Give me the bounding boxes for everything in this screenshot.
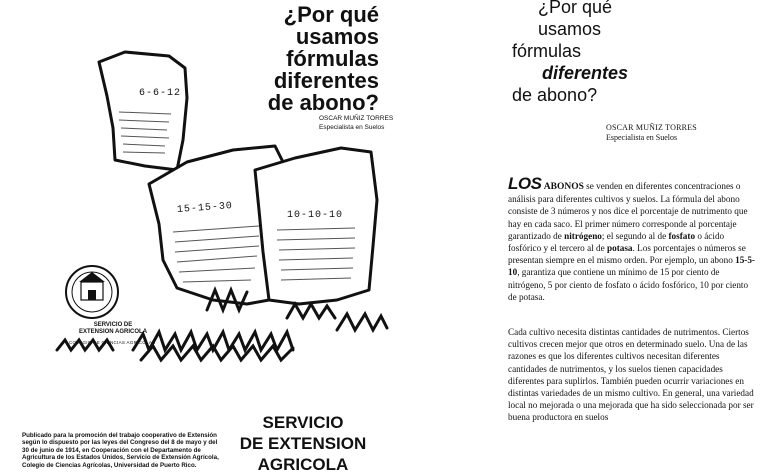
seal-caption-line: EXTENSION AGRICOLA	[78, 329, 148, 335]
dropcap: LOS	[508, 174, 542, 193]
text-run: o ácido fosfórico y el tercero al de	[508, 230, 725, 254]
service-title-line: SERVICIO	[262, 413, 344, 432]
university-seal	[66, 266, 118, 318]
publication-note: Publicado para la promoción del trabajo cooperativo de Extensión según lo dispuesto por las leyes del Congreso del 8 de mayo y del 30 de junio de 1914, en Cooperación con el Departamento de Agricultura de los Estados Unidos, Servicio de Extensión Agrícola, Colegio de Ciencias Agrícolas, Universidad de Puerto Rico.	[22, 432, 219, 469]
cover-title	[149, 4, 379, 114]
cover-author-role: Especialista en Suelos	[319, 124, 385, 131]
bold-term: nitrógeno	[564, 230, 602, 241]
formula-label-1: 6-6-12	[139, 88, 182, 99]
article-title	[512, 0, 712, 106]
text-run: . Los porcentajes o números se presentan siempre en el mismo orden. Por ejemplo, un abono	[508, 243, 746, 266]
cover-title-line: usamos	[295, 24, 379, 49]
lead-word: ABONOS	[543, 182, 584, 192]
formula-label-2: 15-15-30	[176, 201, 234, 216]
article-paragraph-2: Cada cultivo necesita distintas cantidades de nutrimentos. Ciertos cultivos crecen mejor que otros en determinado suelo. Una de las razones es que los diferentes cultivos necesitan diferentes cantidades de nutrimentos, y los suelos tienen capacidades diferentes para suplirlos. También pueden ocurrir variaciones en distintas variedades de un mismo cultivo. En general, una variedad local no mejorada o una mejorada que ha sido seleccionada por ser buena productora en suelos	[508, 327, 754, 423]
cover-illustration	[37, 0, 397, 376]
text-run: se venden en diferentes concentraciones o análisis para diferentes cultivos y suelos. La fórmula del abono consiste de 3 números y nos dice el porcentaje de nutrimento que hay en cada saco. El primer número corresponde al porcentaje garantizado de	[508, 181, 748, 241]
cover-title-line: ¿Por qué	[283, 2, 379, 27]
fertilizer-sheet-3	[255, 148, 377, 304]
article-title-line: ¿Por qué	[538, 0, 613, 17]
text-run: ; el segundo al de	[601, 230, 669, 241]
service-title-line: AGRICOLA	[257, 455, 349, 474]
seal-caption-line: SERVICIO DE	[93, 322, 133, 328]
article-title-emphasis: diferentes	[542, 63, 629, 83]
article-title-line: fórmulas	[512, 41, 582, 61]
article-author-name: OSCAR MUÑIZ TORRES	[606, 123, 697, 132]
article-title-line: de abono?	[512, 85, 598, 105]
seal-caption	[73, 322, 153, 336]
bold-term: potasa	[606, 243, 633, 254]
service-title-line: DE EXTENSION	[239, 434, 367, 453]
cover-author	[319, 114, 397, 132]
seal-subcaption: COLEGIO DE CIENCIAS AGRICOLAS	[69, 340, 156, 345]
cover-title-line: fórmulas	[286, 46, 379, 71]
cover-title-line: diferentes	[273, 68, 379, 93]
article-title-line: usamos	[538, 19, 602, 39]
bold-term: 15-5-10	[508, 255, 755, 278]
cover-title-line: de abono?	[267, 90, 379, 115]
service-title	[228, 412, 378, 475]
cover-author-name: OSCAR MUÑIZ TORRES	[319, 115, 394, 122]
article-author	[606, 123, 746, 143]
bold-term: fosfato	[668, 230, 696, 241]
text-run: , garantiza que contiene un mínimo de 15 por ciento de nitrógeno, 5 por ciento de fosfato o ácido fosfórico, 10 por ciento de potasa.	[508, 267, 749, 302]
formula-label-3: 10-10-10	[287, 210, 344, 221]
article-author-role: Especialista en Suelos	[606, 133, 678, 142]
article-paragraph-1	[508, 174, 756, 303]
